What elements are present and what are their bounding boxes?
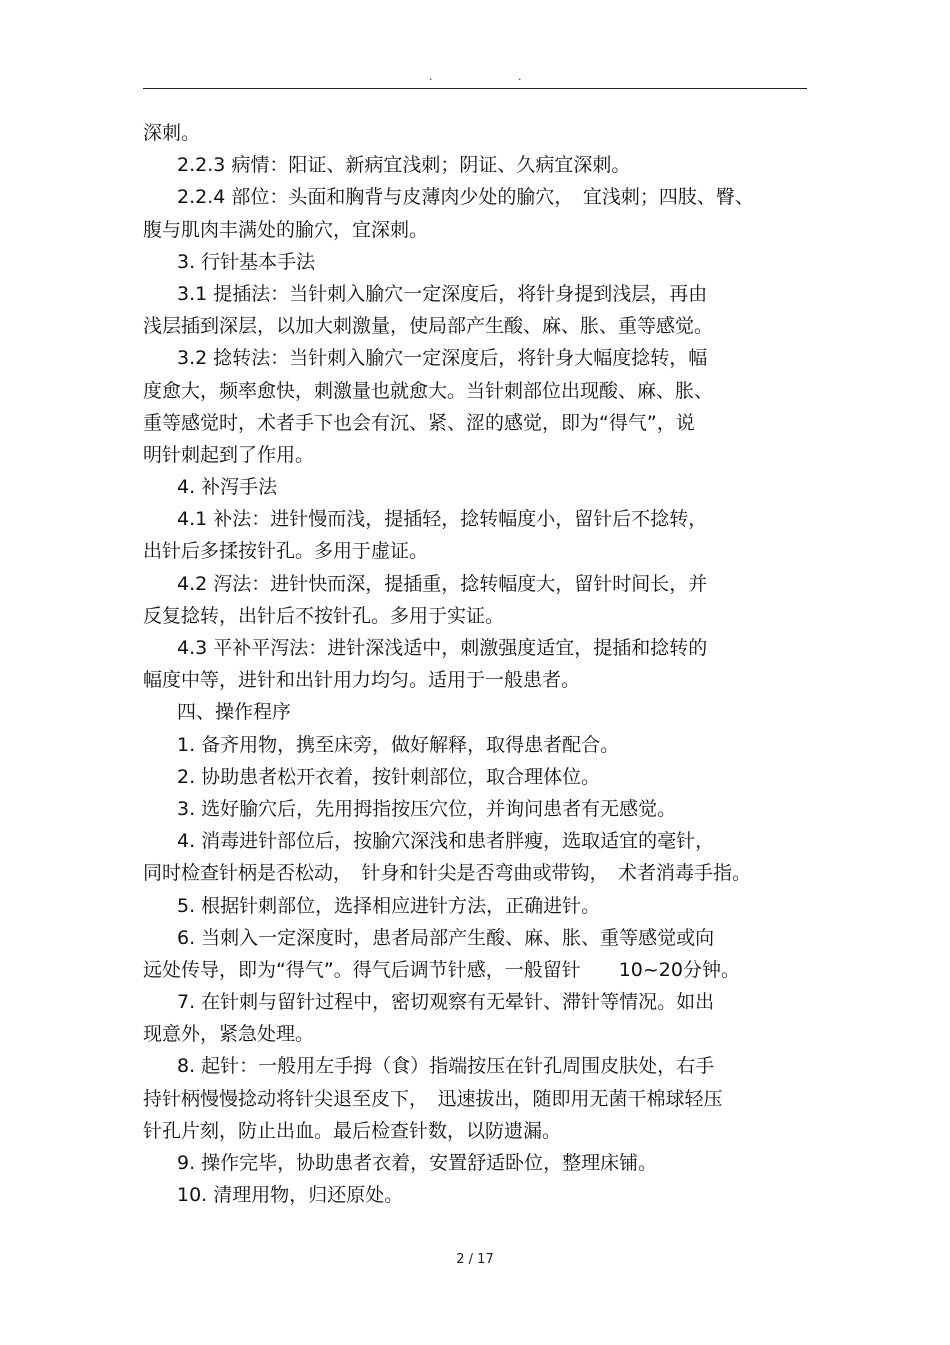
header-dots <box>0 70 950 84</box>
text-line: 5. 根据针刺部位，选择相应进针方法，正确进针。 <box>177 894 601 917</box>
text-line: 深刺。 <box>143 122 201 144</box>
text-line: 4.3 平补平泻法：进针深浅适中，刺激强度适宜，提插和捻转的 <box>177 637 708 659</box>
text-line: 腹与肌肉丰满处的腧穴，宜深刺。 <box>143 218 429 241</box>
text-line: 4. 消毒进针部位后，按腧穴深浅和患者胖瘦，选取适宜的毫针， <box>177 830 715 853</box>
header-rule <box>143 88 807 89</box>
text-line: 幅度中等，进针和出针用力均匀。适用于一般患者。 <box>143 669 581 692</box>
text-line: 4. 补泻手法 <box>177 476 278 499</box>
text-line: 1. 备齐用物，携至床旁，做好解释，取得患者配合。 <box>177 733 620 756</box>
text-line: 反复捻转，出针后不按针孔。多用于实证。 <box>143 604 505 627</box>
text-line: 同时检查针柄是否松动， 针身和针尖是否弯曲或带钩， 术者消毒手指。 <box>143 862 752 885</box>
text-line: 9. 操作完毕，协助患者衣着，安置舒适卧位，整理床铺。 <box>177 1152 658 1174</box>
text-line: 重等感觉时，术者手下也会有沉、紧、涩的感觉，即为“得气”，说 <box>143 411 695 434</box>
text-line: 3. 选好腧穴后，先用拇指按压穴位，并询问患者有无感觉。 <box>177 797 677 820</box>
page-number: 2 / 17 <box>456 1252 494 1267</box>
document-body <box>143 117 811 1211</box>
text-line: 3. 行针基本手法 <box>177 250 316 273</box>
text-line: 明针刺起到了作用。 <box>143 443 315 466</box>
text-line: 6. 当刺入一定深度时，患者局部产生酸、麻、胀、重等感觉或向 <box>177 926 715 949</box>
header-dot-left: . <box>429 70 433 83</box>
header-dot-right: . <box>518 70 522 83</box>
text-line: 8. 起针：一般用左手拇（食）指端按压在针孔周围皮肤处，右手 <box>177 1055 715 1078</box>
text-line: 2.2.4 部位：头面和胸背与皮薄肉少处的腧穴， 宜浅刺；四肢、臀、 <box>177 186 754 209</box>
text-line: 远处传导，即为“得气”。得气后调节针感，一般留针 10~20分钟。 <box>143 958 740 981</box>
text-line: 持针柄慢慢捻动将针尖退至皮下， 迅速拔出，随即用无菌干棉球轻压 <box>143 1087 723 1110</box>
text-line: 10. 清理用物，归还原处。 <box>177 1184 404 1207</box>
text-line: 现意外，紧急处理。 <box>143 1023 315 1046</box>
text-line: 4.2 泻法：进针快而深，提插重，捻转幅度大，留针时间长，并 <box>177 572 708 595</box>
text-line: 出针后多揉按针孔。多用于虚证。 <box>143 540 429 563</box>
text-line: 浅层插到深层，以加大刺激量，使局部产生酸、麻、胀、重等感觉。 <box>143 315 714 338</box>
text-line: 四、操作程序 <box>177 701 292 724</box>
text-line: 度愈大，频率愈快，刺激量也就愈大。当针刺部位出现酸、麻、胀、 <box>143 379 714 402</box>
text-line: 3.1 提插法：当针刺入腧穴一定深度后，将针身提到浅层，再由 <box>177 282 708 305</box>
text-line: 2.2.3 病情：阳证、新病宜浅刺；阴证、久病宜深刺。 <box>177 154 631 177</box>
text-line: 3.2 捻转法：当针刺入腧穴一定深度后，将针身大幅度捻转，幅 <box>177 347 708 370</box>
text-line: 4.1 补法：进针慢而浅，提插轻，捻转幅度小，留针后不捻转， <box>177 508 708 531</box>
text-line: 7. 在针刺与留针过程中，密切观察有无晕针、滞针等情况。如出 <box>177 991 715 1014</box>
text-line: 针孔片刻，防止出血。最后检查针数，以防遗漏。 <box>143 1119 562 1142</box>
text-line: 2. 协助患者松开衣着，按针刺部位，取合理体位。 <box>177 765 601 788</box>
